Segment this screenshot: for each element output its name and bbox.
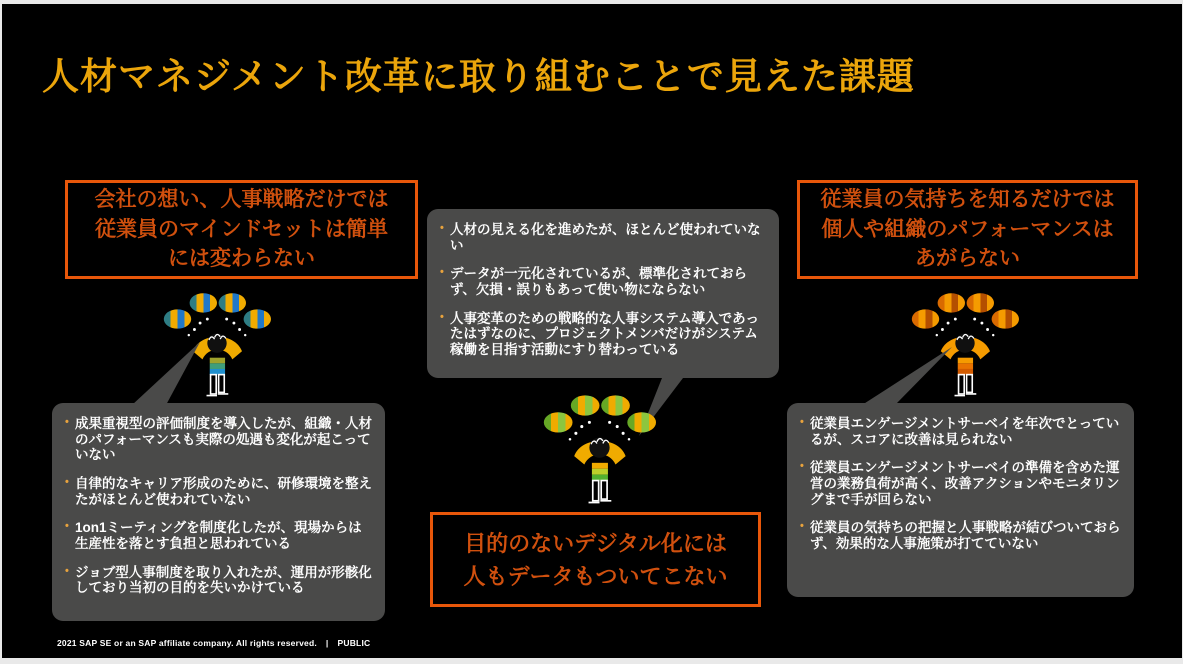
slide (2, 4, 1182, 658)
person-with-thought-bubbles-icon (542, 392, 657, 505)
issues-bubble-right (787, 403, 1134, 597)
slide-title: 人材マネジメント改革に取り組むことで見えた課題 (42, 56, 915, 97)
callout-line: 会社の想い、人事戦略だけでは (94, 187, 389, 211)
bullet-item: • データが一元化されているが、標準化されておらず、欠損・誤りもあって使い物にならない (439, 266, 767, 297)
bullet-item: • 成果重視型の評価制度を導入したが、組織・人材のパフォーマンスも実際の処遇も変化が起こっていない (64, 416, 373, 463)
callout-digital (430, 512, 761, 607)
callout-line: 従業員のマインドセットは簡単 (95, 217, 388, 241)
copyright-text: 2021 SAP SE or an SAP affiliate company. All rights reserved. (57, 638, 317, 648)
issues-bubble-center (427, 209, 779, 378)
callout-line: には変わらない (168, 247, 315, 271)
bullet-item: • 従業員エンゲージメントサーベイの準備を含めた運営の業務負荷が高く、改善アクションやモニタリングまで手が回らない (799, 460, 1122, 507)
callout-line: 人もデータもついてこない (463, 563, 728, 589)
bullet-item: • 自律的なキャリア形成のために、研修環境を整えたがほとんど使われていない (64, 476, 373, 507)
bullet-item: • 従業員の気持ちの把握と人事戦略が結びついておらず、効果的な人事施策が打てていない (799, 520, 1122, 551)
callout-line: 個人や組織のパフォーマンスは (821, 217, 1114, 241)
footer (57, 638, 370, 648)
footer-classification: PUBLIC (337, 638, 371, 648)
callout-line: 目的のないデジタル化には (464, 530, 727, 556)
callout-line: 従業員の気持ちを知るだけでは (820, 187, 1115, 211)
callout-mindset (65, 180, 418, 279)
callout-engagement (797, 180, 1138, 279)
bullet-item: • 1on1ミーティングを制度化したが、現場からは生産性を落とす負担と思われている (64, 520, 373, 551)
speech-bubble-tail (852, 339, 962, 409)
bullet-item: • ジョブ型人事制度を取り入れたが、運用が形骸化しており当初の目的を失いかけている (64, 565, 373, 596)
issues-bubble-left (52, 403, 385, 621)
speech-bubble-tail (122, 334, 212, 409)
bullet-item: • 人事変革のための戦略的な人事システム導入であったはずなのに、プロジェクトメンバだけがシステム稼働を目指す活動にすり替わっている (439, 311, 767, 358)
bullet-item: • 人材の見える化を進めたが、ほとんど使われていない (439, 222, 767, 253)
footer-separator: | (325, 638, 329, 648)
bullet-item: • 従業員エンゲージメントサーベイを年次でとっているが、スコアに改善は見られない (799, 416, 1122, 447)
callout-line: あがらない (915, 247, 1020, 271)
